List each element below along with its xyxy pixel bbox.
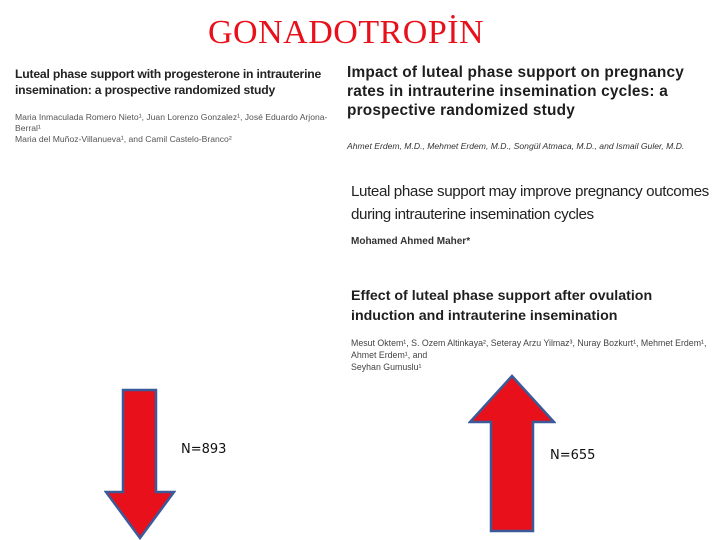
paper-authors-line: Mesut Oktem¹, S. Ozem Altinkaya², Seteray Arzu Yilmaz³, Nuray Bozkurt¹, Mehmet Erdem¹, Ahmet Erdem¹, and xyxy=(351,338,707,360)
paper-authors xyxy=(15,112,330,145)
paper-authors: Ahmet Erdem, M.D., Mehmet Erdem, M.D., Songül Atmaca, M.D., and Ismail Guler, M.D. xyxy=(347,141,685,151)
down-arrow-icon xyxy=(104,388,176,540)
paper-clipping-3 xyxy=(351,180,716,247)
sample-size-right: N=655 xyxy=(550,448,596,463)
paper-authors-line: Seyhan Gumuslu¹ xyxy=(351,362,422,372)
paper-clipping-4 xyxy=(351,286,716,373)
paper-authors-line: Maria del Muñoz-Villanueva¹, and Camil Castelo-Branco² xyxy=(15,134,232,144)
paper-title: Luteal phase support with progesterone in intrauterine insemination: a prospective randomized study xyxy=(15,67,322,97)
paper-authors: Mohamed Ahmed Maher* xyxy=(351,236,471,247)
up-arrow-icon xyxy=(468,374,556,534)
paper-clipping-1 xyxy=(15,66,330,145)
paper-authors xyxy=(351,337,716,373)
sample-size-left: N=893 xyxy=(181,442,227,457)
paper-authors-line: Maria Inmaculada Romero Nieto¹, Juan Lorenzo Gonzalez¹, José Eduardo Arjona-Berral¹ xyxy=(15,112,328,133)
paper-title: Impact of luteal phase support on pregnancy rates in intrauterine insemination cycles: a prospective randomized study xyxy=(347,64,684,119)
paper-title: Luteal phase support may improve pregnancy outcomes during intrauterine insemination cycles xyxy=(351,183,709,223)
paper-title: Effect of luteal phase support after ovulation induction and intrauterine insemination xyxy=(351,288,653,324)
paper-clipping-2 xyxy=(347,63,712,151)
slide-title: GONADOTROPİN xyxy=(208,14,485,51)
